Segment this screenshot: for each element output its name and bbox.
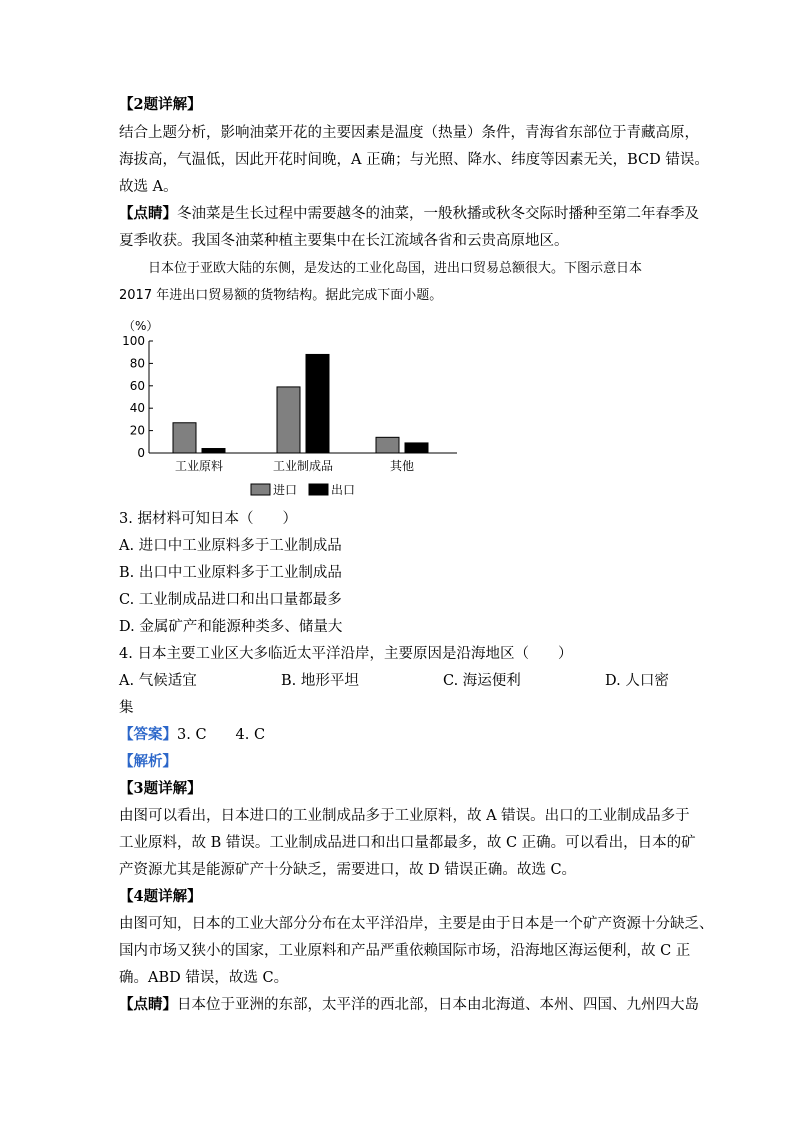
question-3-option-c: C. 工业制成品进口和出口量都最多 — [119, 592, 342, 608]
y-tick-label: 40 — [129, 401, 145, 416]
analysis-label: 【解析】 — [119, 753, 177, 770]
section-4-heading: 【4题详解】 — [119, 888, 202, 905]
legend-label-export: 出口 — [331, 483, 356, 497]
y-tick-label: 20 — [129, 423, 145, 438]
section-4-line-3: 确。ABD 错误，故选 C。 — [119, 970, 289, 986]
section-3-line-3: 产资源尤其是能源矿产十分缺乏，需要进口，故 D 错误正确。故选 C。 — [119, 862, 577, 878]
trade-structure-chart — [115, 318, 475, 504]
question-4-option-d: D. 人口密 — [605, 673, 669, 689]
question-4-stem: 4. 日本主要工业区大多临近太平洋沿岸，主要原因是沿海地区（ ） — [119, 646, 573, 662]
tip-label: 【点睛】 — [119, 996, 177, 1013]
y-tick-label: 0 — [137, 446, 145, 460]
question-4-option-b: B. 地形平坦 — [281, 673, 359, 689]
legend-swatch-export — [309, 484, 328, 495]
section-2-line-2: 海拔高，气温低，因此开花时间晚，A 正确；与光照、降水、纬度等因素无关，BCD 错误。 — [119, 152, 709, 168]
section-4-line-2: 国内市场又狭小的国家，工业原料和产品严重依赖国际市场，沿海地区海运便利，故 C 正 — [119, 943, 691, 959]
bar-import — [376, 437, 399, 453]
material-line-2: 2017 年进出口贸易额的货物结构。据此完成下面小题。 — [119, 288, 443, 303]
bar-import — [277, 387, 300, 453]
legend-label-import: 进口 — [273, 483, 298, 497]
tip-text: 日本位于亚洲的东部，太平洋的西北部，日本由北海道、本州、四国、九州四大岛 — [177, 997, 699, 1013]
y-tick-label: 80 — [129, 356, 145, 371]
tip-label: 【点睛】 — [119, 205, 177, 222]
section-3-line-1: 由图可以看出，日本进口的工业制成品多于工业原料，故 A 错误。出口的工业制成品多于 — [119, 808, 690, 824]
answer-line — [119, 725, 265, 745]
question-3-option-d: D. 金属矿产和能源种类多、储量大 — [119, 619, 343, 635]
answer-label: 【答案】 — [119, 726, 177, 743]
section-4-line-1: 由图可知，日本的工业大部分分布在太平洋沿岸，主要是由于日本是一个矿产资源十分缺乏、 — [119, 916, 714, 932]
bar-export — [202, 449, 225, 453]
question-4-option-a: A. 气候适宜 — [119, 673, 197, 689]
x-category-label: 其他 — [389, 459, 415, 473]
x-category-label: 工业制成品 — [272, 459, 334, 473]
y-tick-label: 100 — [122, 334, 145, 348]
section-2-line-3: 故选 A。 — [119, 179, 178, 195]
bar-export — [306, 354, 329, 453]
question-3-option-b: B. 出口中工业原料多于工业制成品 — [119, 565, 342, 581]
section-4-tip-line — [119, 995, 699, 1015]
answer-text: 3. C 4. C — [177, 727, 266, 743]
x-category-label: 工业原料 — [174, 459, 224, 473]
y-tick-label: 60 — [129, 378, 145, 393]
question-4-option-d-continued: 集 — [119, 700, 134, 716]
section-2-tip-line-1 — [119, 204, 699, 224]
material-line-1: 日本位于亚欧大陆的东侧，是发达的工业化岛国，进出口贸易总额很大。下图示意日本 — [148, 261, 643, 276]
y-axis-unit-label: （%） — [123, 319, 159, 333]
section-2-tip-line-2: 夏季收获。我国冬油菜种植主要集中在长江流域各省和云贵高原地区。 — [119, 233, 569, 249]
section-2-line-1: 结合上题分析，影响油菜开花的主要因素是温度（热量）条件，青海省东部位于青藏高原， — [119, 125, 699, 141]
tip-text: 冬油菜是生长过程中需要越冬的油菜，一般秋播或秋冬交际时播种至第二年春季及 — [177, 206, 699, 222]
legend-swatch-import — [251, 484, 270, 495]
bar-import — [173, 423, 196, 453]
section-2-heading: 【2题详解】 — [119, 96, 202, 113]
question-3-stem: 3. 据材料可知日本（ ） — [119, 511, 297, 527]
question-3-option-a: A. 进口中工业原料多于工业制成品 — [119, 538, 342, 554]
question-4-option-c: C. 海运便利 — [443, 673, 521, 689]
section-3-line-2: 工业原料，故 B 错误。工业制成品进口和出口量都最多，故 C 正确。可以看出，日本的矿 — [119, 835, 696, 851]
section-3-heading: 【3题详解】 — [119, 780, 202, 797]
bar-export — [405, 443, 428, 453]
